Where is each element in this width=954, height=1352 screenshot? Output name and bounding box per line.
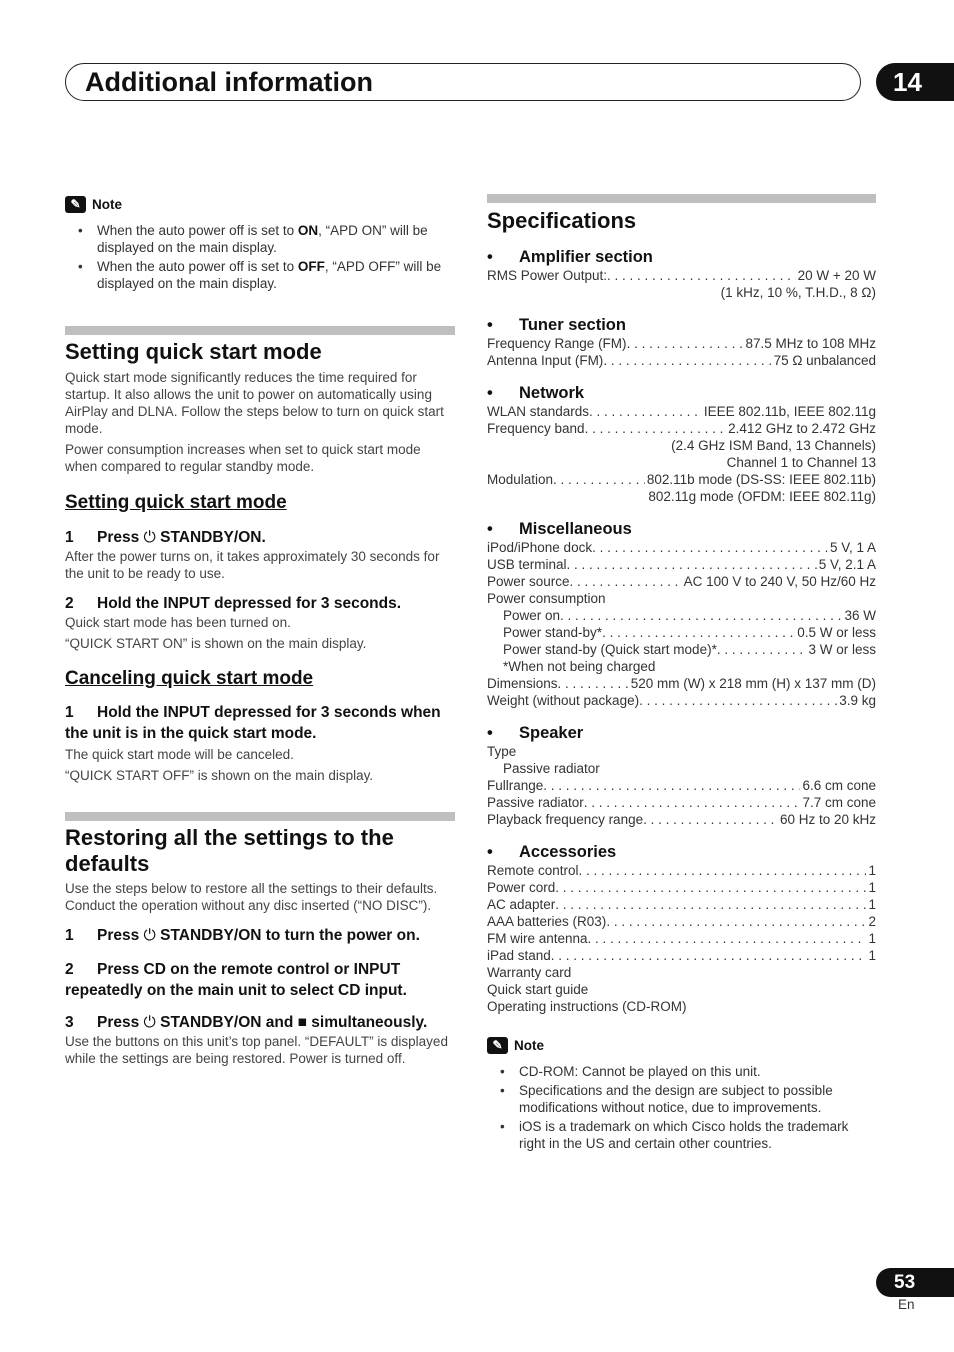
spec-row: USB terminal . . . 5 V, 2.1 A bbox=[487, 556, 876, 573]
spec-heading: • Miscellaneous bbox=[487, 520, 632, 538]
paragraph: “QUICK START ON” is shown on the main display. bbox=[65, 636, 367, 651]
spec-row: Modulation . . . 802.11b mode (DS-SS: IEEE 802.11b) bbox=[487, 471, 876, 488]
spec-row: Power cord . . . 1 bbox=[487, 879, 876, 896]
spec-row: FM wire antenna . . . 1 bbox=[487, 930, 876, 947]
spec-row: RMS Power Output: . . . 20 W + 20 W bbox=[487, 267, 876, 284]
spec-row: Weight (without package) . . . 3.9 kg bbox=[487, 692, 876, 709]
spec-heading: • Speaker bbox=[487, 724, 584, 742]
spec-label: Warranty card bbox=[487, 965, 572, 980]
note-list bbox=[487, 1063, 876, 1152]
section-divider bbox=[65, 812, 455, 821]
note-list bbox=[65, 222, 455, 292]
paragraph: Use the steps below to restore all the settings to their defaults. Conduct the operation without any disc inserted (“NO DISC”). bbox=[65, 881, 438, 913]
note-left bbox=[65, 196, 455, 292]
spec-row: Power stand-by* . . . 0.5 W or less bbox=[487, 624, 876, 641]
spec-continuation: Channel 1 to Channel 13 bbox=[726, 455, 876, 470]
spec-label: Quick start guide bbox=[487, 982, 589, 997]
section-divider bbox=[65, 326, 455, 335]
step-heading: 2 Hold the INPUT depressed for 3 seconds. bbox=[65, 595, 402, 612]
paragraph: Quick start mode has been turned on. bbox=[65, 615, 291, 630]
spec-label: Type bbox=[487, 744, 517, 759]
section-divider bbox=[487, 194, 876, 203]
page-number: 53 bbox=[876, 1268, 954, 1297]
spec-row: iPad stand . . . 1 bbox=[487, 947, 876, 964]
spec-heading: • Tuner section bbox=[487, 316, 626, 334]
list-item: • When the auto power off is set to ON, “APD ON” will be displayed on the main display. bbox=[65, 222, 455, 256]
step-heading: 1 Hold the INPUT depressed for 3 seconds when the unit is in the quick start mode. bbox=[65, 704, 441, 742]
power-icon: ⏻ bbox=[143, 1014, 156, 1031]
section-title: Restoring all the settings to the defaults bbox=[65, 825, 394, 876]
section-title: Setting quick start mode bbox=[65, 339, 322, 364]
spec-row: AC adapter . . . 1 bbox=[487, 896, 876, 913]
paragraph: Power consumption increases when set to quick start mode when compared to regular standby mode. bbox=[65, 442, 421, 474]
pencil-note-icon: ✎ bbox=[487, 1037, 508, 1054]
step-heading: 3 Press ⏻ STANDBY/ON and ■ simultaneously. bbox=[65, 1014, 428, 1031]
spec-continuation: (2.4 GHz ISM Band, 13 Channels) bbox=[671, 438, 876, 453]
paragraph: After the power turns on, it takes approximately 30 seconds for the unit to be ready to use. bbox=[65, 549, 440, 581]
page-title: Additional information bbox=[85, 67, 373, 97]
spec-row: Power stand-by (Quick start mode)* . . . 3 W or less bbox=[487, 641, 876, 658]
spec-label: Operating instructions (CD-ROM) bbox=[487, 999, 687, 1014]
pencil-note-icon: ✎ bbox=[65, 196, 86, 213]
spec-heading: • Network bbox=[487, 384, 585, 402]
spec-continuation: (1 kHz, 10 %, T.H.D., 8 Ω) bbox=[720, 285, 876, 300]
left-column bbox=[65, 196, 455, 1067]
spec-row: iPod/iPhone dock . . . 5 V, 1 A bbox=[487, 539, 876, 556]
paragraph: Use the buttons on this unit’s top panel. “DEFAULT” is displayed while the settings are being restored. Power is turned off. bbox=[65, 1034, 448, 1066]
paragraph: “QUICK START OFF” is shown on the main display. bbox=[65, 768, 374, 783]
note-right bbox=[487, 1037, 876, 1152]
stop-square-icon: ■ bbox=[297, 1014, 307, 1031]
language-label: En bbox=[898, 1297, 915, 1312]
spec-row: Frequency band . . . 2.412 GHz to 2.472 GHz bbox=[487, 420, 876, 437]
spec-row: Dimensions . . . 520 mm (W) x 218 mm (H) x 137 mm (D) bbox=[487, 675, 876, 692]
note-label: Note bbox=[92, 197, 122, 212]
spec-row: WLAN standards . . . IEEE 802.11b, IEEE 802.11g bbox=[487, 403, 876, 420]
power-icon: ⏻ bbox=[143, 927, 156, 944]
list-item: • Specifications and the design are subject to possible modifications without notice, due to improvements. bbox=[487, 1082, 876, 1116]
spec-heading: • Amplifier section bbox=[487, 248, 653, 266]
list-item: • When the auto power off is set to OFF, “APD OFF” will be displayed on the main display. bbox=[65, 258, 455, 292]
power-icon: ⏻ bbox=[143, 529, 156, 546]
spec-row: Passive radiator . . . 7.7 cm cone bbox=[487, 794, 876, 811]
section-title: Specifications bbox=[487, 208, 637, 233]
footnote: *When not being charged bbox=[503, 659, 656, 674]
spec-row: Power on . . . 36 W bbox=[487, 607, 876, 624]
spec-heading: • Accessories bbox=[487, 843, 617, 861]
spec-row: Playback frequency range . . . 60 Hz to 20 kHz bbox=[487, 811, 876, 828]
spec-row: Frequency Range (FM) . . . 87.5 MHz to 108 MHz bbox=[487, 335, 876, 352]
paragraph: Quick start mode significantly reduces the time required for startup. It also allows the unit to power on automatically using AirPlay and DLNA. Follow the steps below to turn on quick start mode. bbox=[65, 370, 444, 436]
spec-row: Fullrange . . . 6.6 cm cone bbox=[487, 777, 876, 794]
step-heading: 2 Press CD on the remote control or INPUT repeatedly on the main unit to select CD input. bbox=[65, 961, 407, 999]
spec-label: Passive radiator bbox=[503, 761, 600, 776]
spec-row: Remote control . . . 1 bbox=[487, 862, 876, 879]
spec-row: Antenna Input (FM) . . . 75 Ω unbalanced bbox=[487, 352, 876, 369]
chapter-number: 14 bbox=[876, 63, 954, 101]
note-label: Note bbox=[514, 1038, 544, 1053]
subsection-title: Canceling quick start mode bbox=[65, 668, 314, 689]
list-item: • CD-ROM: Cannot be played on this unit. bbox=[487, 1063, 876, 1080]
list-item: • iOS is a trademark on which Cisco holds the trademark right in the US and certain other countries. bbox=[487, 1118, 876, 1152]
spec-label: Power consumption bbox=[487, 591, 606, 606]
step-heading: 1 Press ⏻ STANDBY/ON to turn the power on. bbox=[65, 927, 420, 944]
step-heading: 1 Press ⏻ STANDBY/ON. bbox=[65, 529, 266, 546]
spec-row: AAA batteries (R03) . . . 2 bbox=[487, 913, 876, 930]
subsection-title: Setting quick start mode bbox=[65, 492, 287, 513]
spec-continuation: 802.11g mode (OFDM: IEEE 802.11g) bbox=[648, 489, 876, 504]
right-column bbox=[487, 194, 876, 1154]
paragraph: The quick start mode will be canceled. bbox=[65, 747, 294, 762]
spec-row: Power source . . . AC 100 V to 240 V, 50 Hz/60 Hz bbox=[487, 573, 876, 590]
